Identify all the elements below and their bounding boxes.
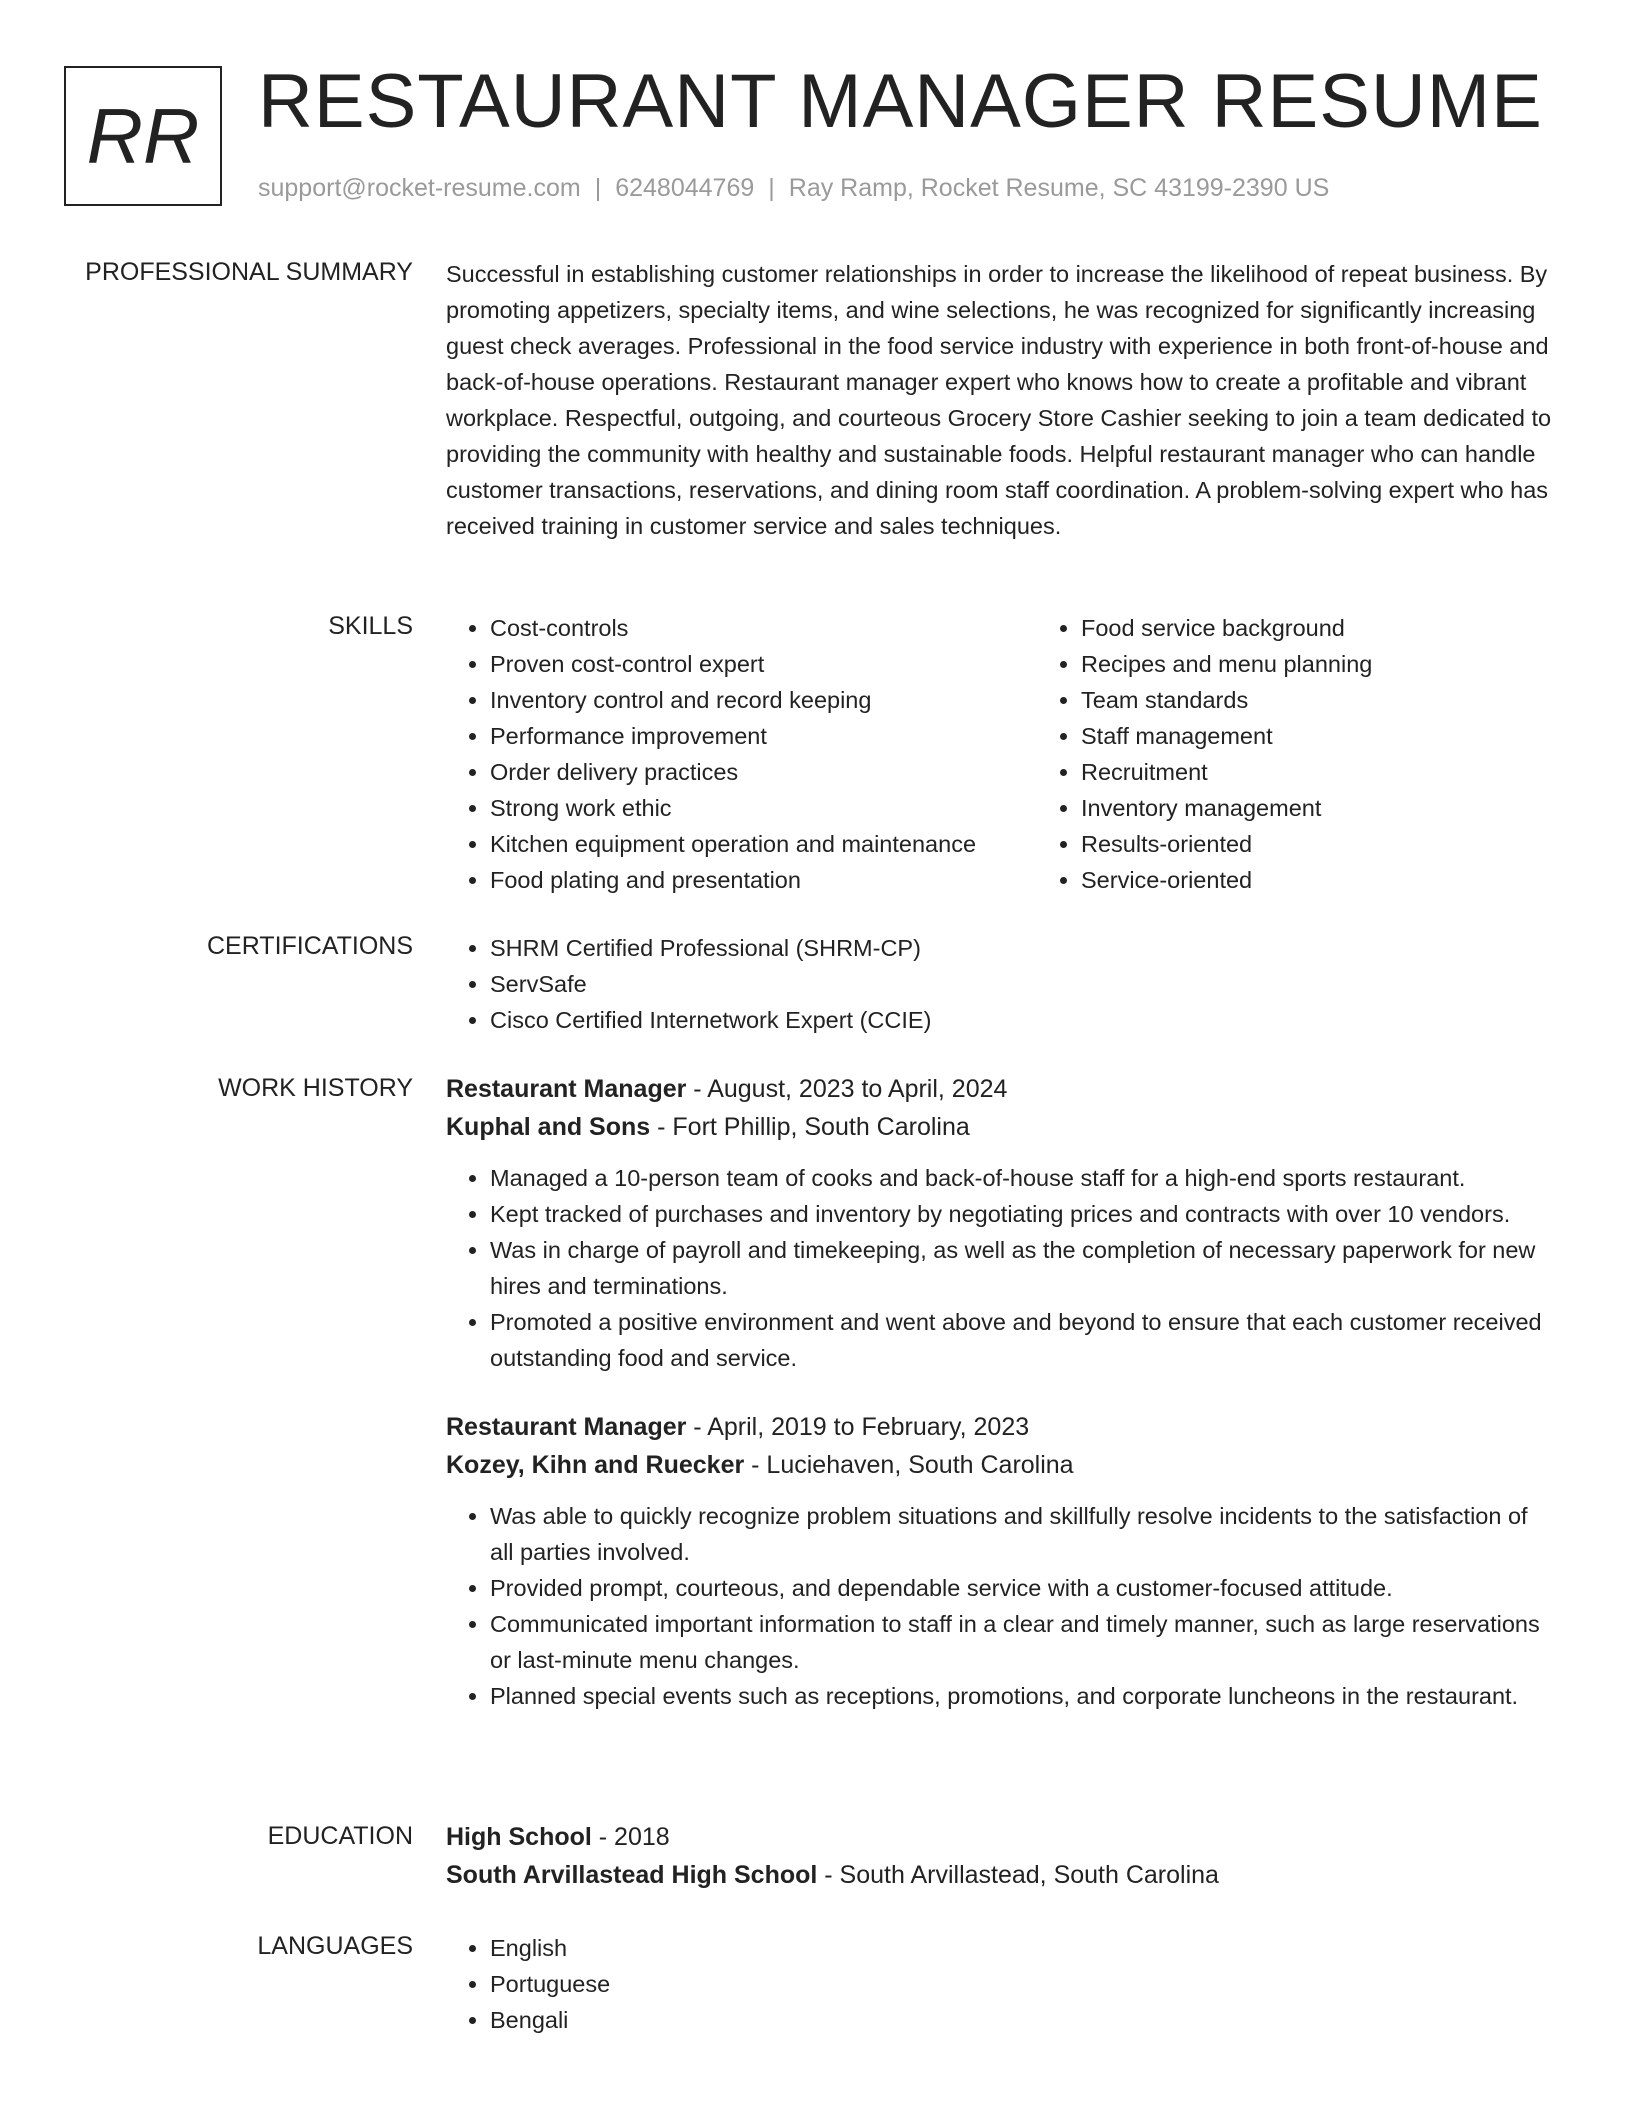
list-item: • Provided prompt, courteous, and dependable service with a customer-focused attitude.	[490, 1570, 1556, 1606]
skills-list-left	[446, 610, 1037, 898]
skills-list-right	[1037, 610, 1628, 898]
job-location: - Fort Phillip, South Carolina	[650, 1113, 970, 1141]
work-history-content	[446, 1070, 1556, 1714]
contact-email[interactable]: support@rocket-resume.com	[258, 174, 581, 202]
certifications-content	[446, 930, 1556, 1038]
list-item: • Managed a 10-person team of cooks and back-of-house staff for a high-end sports restaurant.	[490, 1160, 1556, 1196]
job-entry	[446, 1408, 1556, 1714]
job-company: Kozey, Kihn and Ruecker	[446, 1451, 745, 1479]
list-item: • Recipes and menu planning	[1081, 646, 1628, 682]
education-school: South Arvillastead High School	[446, 1861, 818, 1889]
list-item: • Service-oriented	[1081, 862, 1628, 898]
list-item: • English	[490, 1930, 1556, 1966]
list-item: • Team standards	[1081, 682, 1628, 718]
list-item: • Food plating and presentation	[490, 862, 1037, 898]
languages-content	[446, 1930, 1556, 2038]
list-item: • Was able to quickly recognize problem situations and skillfully resolve incidents to the satisfaction of all parties involved.	[490, 1498, 1556, 1570]
list-item: • Promoted a positive environment and went above and beyond to ensure that each customer received outstanding food and service.	[490, 1304, 1556, 1376]
list-item: • Cost-controls	[490, 610, 1037, 646]
certifications-list	[446, 930, 1556, 1038]
section-label-summary: PROFESSIONAL SUMMARY	[85, 258, 413, 286]
list-item: • Food service background	[1081, 610, 1628, 646]
contact-line	[258, 174, 1329, 203]
section-label-education: EDUCATION	[267, 1822, 413, 1850]
job-entry	[446, 1070, 1556, 1376]
list-item: • Strong work ethic	[490, 790, 1037, 826]
skills-content	[446, 610, 1556, 898]
section-label-skills: SKILLS	[328, 612, 413, 640]
job-company: Kuphal and Sons	[446, 1113, 651, 1141]
section-label-languages: LANGUAGES	[257, 1932, 413, 1960]
list-item: • Inventory control and record keeping	[490, 682, 1037, 718]
contact-address: Ray Ramp, Rocket Resume, SC 43199-2390 US	[788, 174, 1330, 202]
job-bullets	[446, 1160, 1556, 1376]
job-dates: - April, 2019 to February, 2023	[686, 1413, 1030, 1441]
education-location: - South Arvillastead, South Carolina	[817, 1861, 1219, 1889]
list-item: • Planned special events such as receptions, promotions, and corporate luncheons in the restaurant.	[490, 1678, 1556, 1714]
list-item: • Inventory management	[1081, 790, 1628, 826]
list-item: • Portuguese	[490, 1966, 1556, 2002]
job-title: Restaurant Manager	[446, 1075, 687, 1103]
job-bullets	[446, 1498, 1556, 1714]
job-dates: - August, 2023 to April, 2024	[686, 1075, 1008, 1103]
list-item: • Cisco Certified Internetwork Expert (CCIE)	[490, 1002, 1556, 1038]
summary-content	[446, 256, 1556, 544]
education-degree-line	[446, 1818, 1556, 1856]
list-item: • Proven cost-control expert	[490, 646, 1037, 682]
list-item: • Kept tracked of purchases and inventory by negotiating prices and contracts with over 10 vendors.	[490, 1196, 1556, 1232]
contact-phone[interactable]: 6248044769	[615, 174, 755, 202]
education-content	[446, 1818, 1556, 1894]
section-label-work-history: WORK HISTORY	[218, 1074, 413, 1102]
education-year: - 2018	[591, 1823, 670, 1851]
list-item: • Was in charge of payroll and timekeeping, as well as the completion of necessary paperwork for new hires and terminations.	[490, 1232, 1556, 1304]
list-item: • Bengali	[490, 2002, 1556, 2038]
list-item: • Order delivery practices	[490, 754, 1037, 790]
job-company-line	[446, 1108, 1556, 1146]
job-title-line	[446, 1070, 1556, 1108]
job-title: Restaurant Manager	[446, 1413, 687, 1441]
list-item: • Communicated important information to staff in a clear and timely manner, such as large reservations or last-minute menu changes.	[490, 1606, 1556, 1678]
job-title-line	[446, 1408, 1556, 1446]
job-company-line	[446, 1446, 1556, 1484]
list-item: • SHRM Certified Professional (SHRM-CP)	[490, 930, 1556, 966]
list-item: • Kitchen equipment operation and maintenance	[490, 826, 1037, 862]
summary-text: Successful in establishing customer relationships in order to increase the likelihood of repeat business. By promoting appetizers, specialty items, and wine selections, he was recognized for significantly increasing guest check averages. Professional in the food service industry with experience in both front-of-house and back-of-house operations. Restaurant manager expert who knows how to create a profitable and vibrant workplace. Respectful, outgoing, and courteous Grocery Store Cashier seeking to join a team dedicated to providing the community with healthy and sustainable foods. Helpful restaurant manager who can handle customer transactions, reservations, and dining room staff coordination. A problem-solving expert who has received training in customer service and sales techniques.	[446, 261, 1552, 539]
contact-separator: |	[768, 174, 775, 202]
education-school-line	[446, 1856, 1556, 1894]
languages-list	[446, 1930, 1556, 2038]
monogram-logo: RR	[64, 66, 222, 206]
list-item: • Staff management	[1081, 718, 1628, 754]
education-degree: High School	[446, 1823, 592, 1851]
list-item: • ServSafe	[490, 966, 1556, 1002]
list-item: • Recruitment	[1081, 754, 1628, 790]
contact-separator: |	[594, 174, 602, 202]
list-item: • Results-oriented	[1081, 826, 1628, 862]
list-item: • Performance improvement	[490, 718, 1037, 754]
job-location: - Luciehaven, South Carolina	[744, 1451, 1074, 1479]
section-label-certifications: CERTIFICATIONS	[206, 932, 413, 960]
resume-title: RESTAURANT MANAGER RESUME	[258, 59, 1543, 144]
